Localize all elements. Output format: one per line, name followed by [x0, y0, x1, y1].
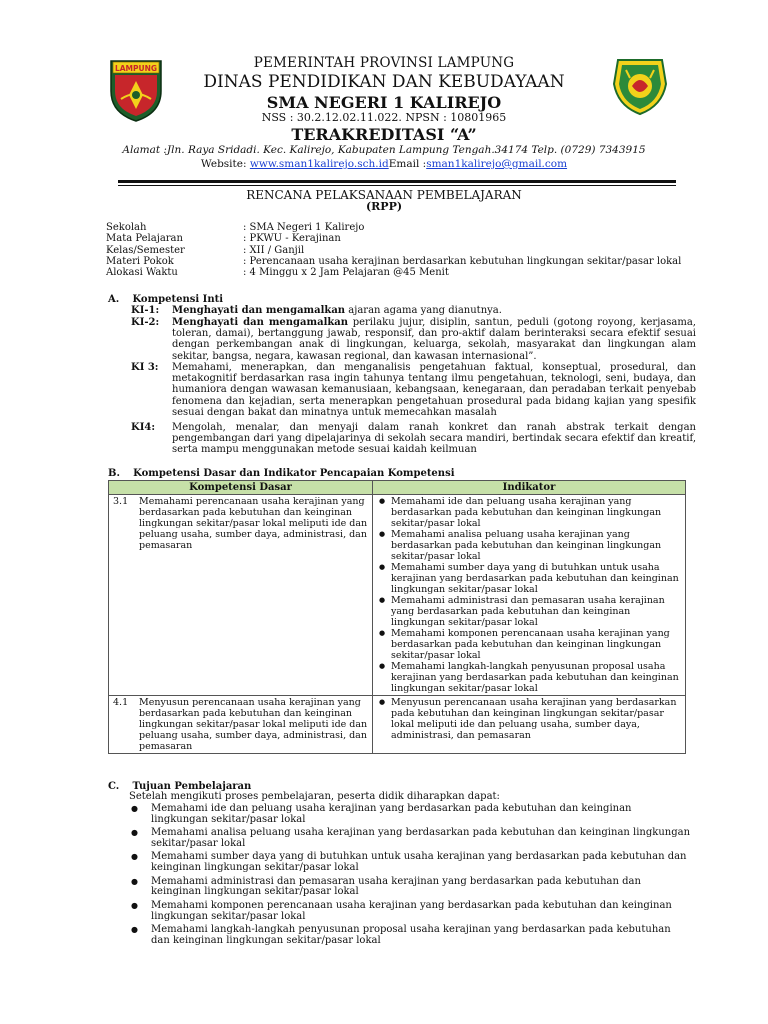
- kd-number: 4.1: [113, 697, 129, 708]
- ki-1: [131, 305, 696, 316]
- ki-2-label: KI-2:: [131, 317, 160, 328]
- identity-value: : SMA Negeri 1 Kalirejo: [243, 222, 365, 233]
- lampung-logo-text: LAMPUNG: [114, 64, 158, 73]
- website-link[interactable]: www.sman1kalirejo.sch.id: [249, 158, 389, 170]
- section-a-label: A.: [108, 294, 120, 305]
- indicator-item: ● Memahami analisa peluang usaha kerajinan yang berdasarkan pada kebutuhan dan keinginan lingkungan sekitar/pasar lokal: [391, 529, 681, 562]
- website-label: Website:: [200, 158, 250, 170]
- kd-text: Memahami perencanaan usaha kerajinan yang berdasarkan pada kebutuhan dan keinginan lingkungan sekitar/pasar lokal meliputi ide dan peluang usaha, sumber daya, administrasi, dan pemasaran: [139, 496, 368, 551]
- learning-objectives: [131, 792, 691, 949]
- section-c-title: Tujuan Pembelajaran: [132, 781, 252, 792]
- ki-4: [131, 422, 696, 456]
- section-b-title: Kompetensi Dasar dan Indikator Pencapaian Kompetensi: [133, 468, 455, 479]
- table-row: [109, 696, 686, 754]
- header-nss-npsn: NSS : 30.2.12.02.11.022. NPSN : 10801965: [261, 111, 507, 124]
- identity-value: : 4 Minggu x 2 Jam Pelajaran @45 Menit: [243, 267, 449, 279]
- objective-item: ● Memahami langkah-langkah penyusunan proposal usaha kerajinan yang berdasarkan pada kebutuhan dan keinginan lingkungan sekitar/pasar lokal: [131, 925, 691, 947]
- ki-3-label: KI 3:: [131, 362, 159, 373]
- identity-key: Kelas/Semester: [106, 244, 185, 256]
- document-subtitle: (RPP): [365, 200, 403, 213]
- ki-3-text: Memahami, menerapkan, dan menganalisis pengetahuan faktual, konseptual, prosedural, dan metakognitif berdasarkan rasa ingin tahunya tentang ilmu pengetahuan, teknologi, seni, budaya, dan humaniora dengan wawasan kemanusiaan, kebangsaan, kenegaraan, dan peradaban terkait penyebab fenomena dan kejadian, serta menerapkan pengetahuan prosedural pada bidang kajian yang spesifik sesuai dengan bakat dan minatnya untuk memecahkan masalah: [172, 362, 696, 418]
- section-a-title: Kompetensi Inti: [132, 294, 224, 305]
- ki-1-text: ajaran agama yang dianutnya.: [345, 305, 502, 316]
- kd-cell: [109, 696, 373, 754]
- header-divider-thin: [118, 185, 676, 186]
- identity-row: [106, 267, 681, 278]
- header-address: Alamat :Jln. Raya Sridadi. Kec. Kalirejo, Kabupaten Lampung Tengah.34174 Telp. (0729) 7343915: [122, 144, 646, 156]
- header-contact: [0, 158, 768, 170]
- indicator-item: ● Memahami administrasi dan pemasaran usaha kerajinan yang berdasarkan pada kebutuhan dan keinginan lingkungan sekitar/pasar lokal: [391, 595, 681, 628]
- header-government-line: PEMERINTAH PROVINSI LAMPUNG: [253, 55, 515, 71]
- indicator-cell: [373, 495, 686, 696]
- competency-table: [108, 480, 686, 754]
- section-c-label: C.: [108, 781, 120, 792]
- identity-key: Sekolah: [106, 222, 147, 233]
- identity-row: [106, 222, 681, 233]
- email-link[interactable]: sman1kalirejo@gmail.com: [426, 158, 568, 170]
- section-b-label: B.: [108, 468, 120, 479]
- indicator-item: ● Memahami sumber daya yang di butuhkan untuk usaha kerajinan yang berdasarkan pada kebutuhan dan keinginan lingkungan sekitar/pasar lokal: [391, 562, 681, 595]
- section-a-heading: [108, 294, 223, 305]
- header-divider-thick: [118, 180, 676, 183]
- objective-item: ● Memahami komponen perencanaan usaha kerajinan yang berdasarkan pada kebutuhan dan keinginan lingkungan sekitar/pasar lokal: [131, 901, 691, 923]
- ki-2-text: perilaku jujur, disiplin, santun, peduli (gotong royong, kerjasama, toleran, damai), bertanggung jawab, responsif, dan pro-aktif dalam berinteraksi secara efektif sesuai dengan perkembangan anak di lingkungan, keluarga, sekolah, masyarakat dan lingkungan alam sekitar, bangsa, negara, kawasan regional, dan kawasan internasional”.: [172, 317, 696, 362]
- ki-1-label: KI-1:: [131, 305, 160, 316]
- objectives-intro: Setelah mengikuti proses pembelajaran, peserta didik diharapkan dapat:: [129, 791, 500, 802]
- indicator-item: ● Menyusun perencanaan usaha kerajinan yang berdasarkan pada kebutuhan dan keinginan lingkungan sekitar/pasar lokal meliputi ide dan peluang usaha, sumber daya, administrasi, dan pemasaran: [391, 697, 681, 741]
- identity-table: [106, 222, 681, 278]
- identity-row: [106, 245, 681, 256]
- ki-3: [131, 362, 696, 418]
- identity-row: [106, 256, 681, 267]
- identity-key: Materi Pokok: [106, 255, 174, 267]
- indicator-item: ● Memahami komponen perencanaan usaha kerajinan yang berdasarkan pada kebutuhan dan keinginan lingkungan sekitar/pasar lokal: [391, 628, 681, 661]
- ki-2-bold: Menghayati dan mengamalkan: [172, 317, 349, 328]
- objective-item: ● Memahami ide dan peluang usaha kerajinan yang berdasarkan pada kebutuhan dan keinginan lingkungan sekitar/pasar lokal: [131, 804, 691, 826]
- header-accreditation: TERAKREDITASI “A”: [291, 125, 477, 144]
- ki-1-bold: Menghayati dan mengamalkan: [172, 305, 346, 316]
- email-label: Email :: [388, 158, 427, 170]
- objective-item: ● Memahami administrasi dan pemasaran usaha kerajinan yang berdasarkan pada kebutuhan dan keinginan lingkungan sekitar/pasar lokal: [131, 877, 691, 899]
- kd-cell: [109, 495, 373, 696]
- indicator-item: ● Memahami langkah-langkah penyusunan proposal usaha kerajinan yang berdasarkan pada kebutuhan dan keinginan lingkungan sekitar/pasar lokal: [391, 661, 681, 694]
- objective-item: ● Memahami sumber daya yang di butuhkan untuk usaha kerajinan yang berdasarkan pada kebutuhan dan keinginan lingkungan sekitar/pasar lokal: [131, 852, 691, 874]
- ki-2: [131, 317, 696, 362]
- table-header-row: [109, 481, 686, 495]
- kd-number: 3.1: [113, 496, 129, 507]
- header-department-line: DINAS PENDIDIKAN DAN KEBUDAYAAN: [203, 72, 565, 92]
- header-kompetensi-dasar: Kompetensi Dasar: [109, 481, 373, 495]
- identity-key: Alokasi Waktu: [106, 267, 178, 279]
- indicator-cell: [373, 696, 686, 754]
- table-row: [109, 495, 686, 696]
- identity-value: : XII / Ganjil: [243, 244, 305, 256]
- document-title: RENCANA PELAKSANAAN PEMBELAJARAN: [246, 188, 522, 202]
- header-school-name: SMA NEGERI 1 KALIREJO: [266, 93, 502, 112]
- identity-value: : PKWU - Kerajinan: [243, 233, 341, 245]
- identity-row: [106, 233, 681, 244]
- identity-value: : Perencanaan usaha kerajinan berdasarkan kebutuhan lingkungan sekitar/pasar lokal: [243, 255, 682, 267]
- kd-text: Menyusun perencanaan usaha kerajinan yang berdasarkan pada kebutuhan dan keinginan lingkungan sekitar/pasar lokal meliputi ide dan peluang usaha, sumber daya, administrasi, dan pemasaran: [139, 697, 368, 752]
- header-indikator: Indikator: [373, 481, 686, 495]
- indicator-item: ● Memahami ide dan peluang usaha kerajinan yang berdasarkan pada kebutuhan dan keinginan lingkungan sekitar/pasar lokal: [391, 496, 681, 529]
- ki-4-label: KI4:: [131, 422, 156, 433]
- ki-4-text: Mengolah, menalar, dan menyaji dalam ranah konkret dan ranah abstrak terkait dengan pengembangan dari yang dipelajarinya di sekolah secara mandiri, bertindak secara efektif dan kreatif, serta mampu menggunakan metode sesuai kaidah keilmuan: [172, 422, 696, 456]
- identity-key: Mata Pelajaran: [106, 233, 183, 245]
- section-b-heading: [108, 468, 455, 479]
- objective-item: ● Memahami analisa peluang usaha kerajinan yang berdasarkan pada kebutuhan dan keinginan lingkungan sekitar/pasar lokal: [131, 828, 691, 850]
